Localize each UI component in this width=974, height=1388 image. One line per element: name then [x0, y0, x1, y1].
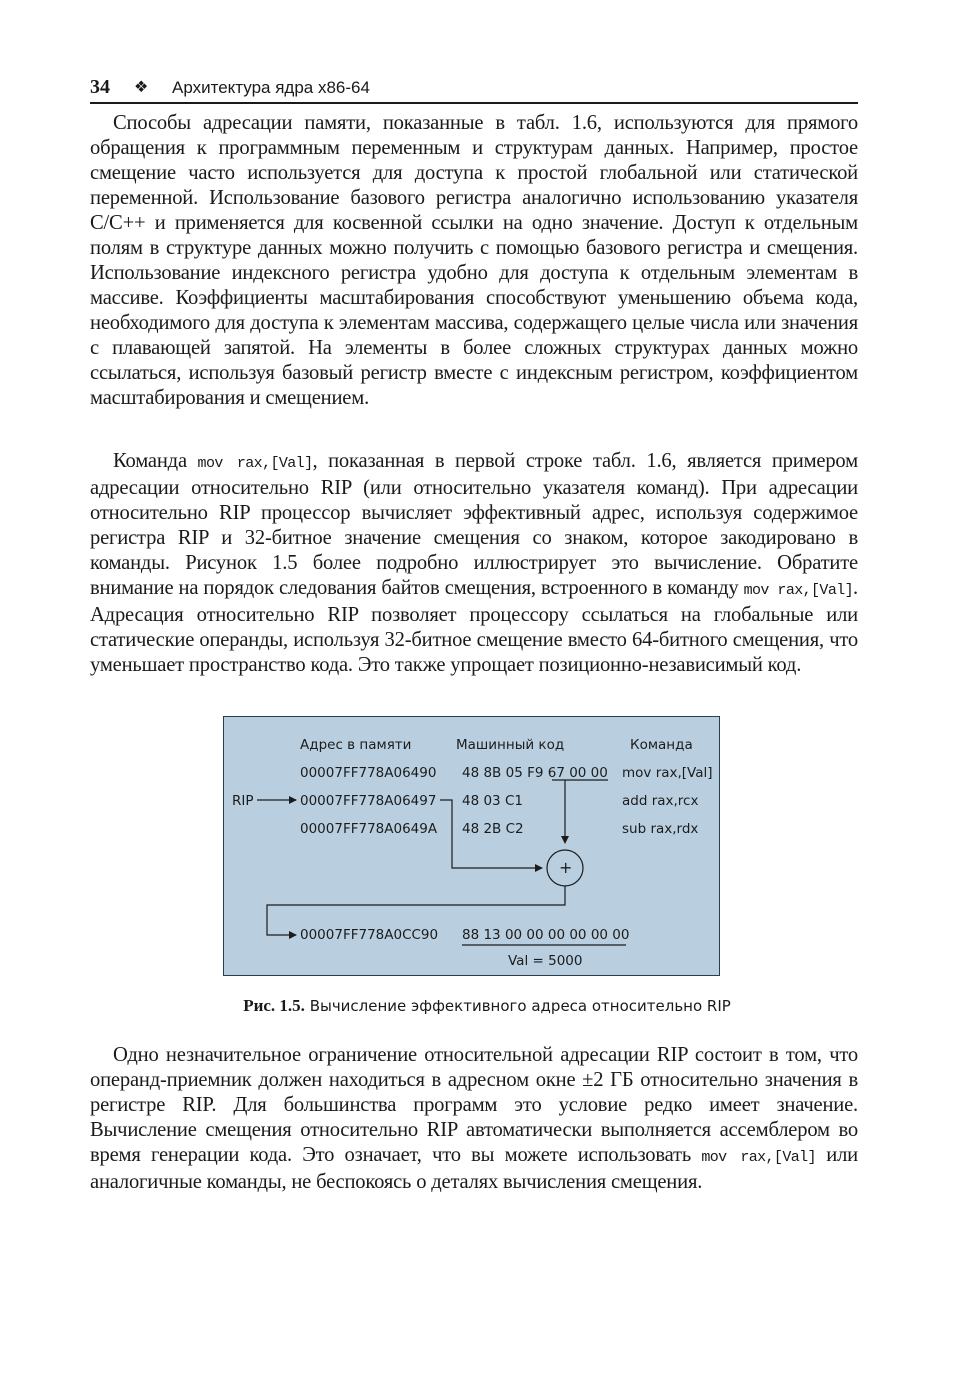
- row-address: 00007FF778A06490: [300, 765, 437, 781]
- column-header-instruction: Команда: [630, 737, 693, 753]
- row-instruction: mov rax,[Val]: [622, 765, 713, 781]
- result-address: 00007FF778A0CC90: [300, 927, 439, 943]
- column-header-address: Адрес в памяти: [300, 737, 412, 753]
- inline-code: mov rax,[Val]: [743, 582, 854, 599]
- row-instruction: sub rax,rdx: [622, 821, 699, 837]
- caption-label: Рис. 1.5.: [243, 996, 305, 1015]
- page-number: 34: [90, 76, 110, 98]
- inline-code: mov rax,[Val]: [197, 455, 313, 472]
- ornament-icon: ❖: [134, 79, 149, 96]
- row-instruction: add rax,rcx: [622, 793, 699, 809]
- paragraph-1: Способы адресации памяти, показанные в табл. 1.6, используются для прямого обращения к программным переменным и структурам данных. Например, простое смещение часто используется для доступа к простой глобальной или статической переменной. Использование базового регистра аналогично использованию указателя C/C++ и применяется для косвенной ссылки на одно значение. Доступ к отдельным полям в структуре данных можно получить с помощью базового регистра и смещения. Использование индексного регистра удобно для доступа к отдельным элементам в массиве. Коэффициенты масштабирования способствуют уменьшению объема кода, необходимого для доступа к элементам массива, содержащего целые числа или значения с плавающей запятой. На элементы в более сложных структурах данных можно ссылаться, используя базовый регистр вместе с индексным регистром, коэффициентом масштабирования и смещением.: [90, 112, 858, 409]
- paragraph-2-text-a: Команда: [113, 450, 198, 472]
- paragraph-3-text-a: Одно незначительное ограничение относительной адресации RIP состоит в том, что операнд-приемник должен находиться в адресном окне ±2 ГБ относительно значения в регистре RIP. Для большинства программ это условие редко имеет значение. Вычисление смещения относительно RIP автоматически выполняется ассемблером во время генерации кода. Это означает, что вы можете использовать: [90, 1044, 858, 1166]
- paragraph-3-text-b: или аналогичные команды, не беспокоясь о деталях вычисления смещения.: [90, 1144, 858, 1193]
- running-title: Архитектура ядра x86-64: [172, 78, 370, 97]
- paragraph-2-text-b: , показанная в первой строке табл. 1.6, является примером адресации относительно RIP (или относительно указателя команд). При адресации относительно RIP процессор вычисляет эффективный адрес, используя содержимое регистра RIP и 32-битное значение смещения со знаком, которое закодировано в команды. Рисунок 1.5 более подробно иллюстрирует это вычисление. Обратите внимание на порядок следования байтов смещения, встроенного в команду: [90, 450, 858, 599]
- figure-caption: [0, 996, 974, 1016]
- row-address: 00007FF778A06497: [300, 793, 437, 809]
- result-bytes: 88 13 00 00 00 00 00 00: [462, 927, 630, 943]
- running-header: [90, 76, 858, 104]
- row-address: 00007FF778A0649A: [300, 821, 438, 837]
- paragraph-2: [90, 449, 858, 678]
- result-value: Val = 5000: [508, 953, 583, 969]
- figure-rip-relative-addressing: [223, 716, 720, 976]
- row-machine-code: 48 03 C1: [462, 793, 523, 809]
- caption-text: Вычисление эффективного адреса относительно RIP: [304, 997, 731, 1015]
- inline-code: mov rax,[Val]: [701, 1149, 816, 1166]
- rip-label: RIP: [232, 793, 254, 809]
- row-machine-code: 48 8B 05 F9 67 00 00: [462, 765, 608, 781]
- paragraph-2-text-c: . Адресация относительно RIP позволяет процессору ссылаться на глобальные или статические операнды, используя 32-битное смещение вместо 64-битного смещения, что уменьшает пространство кода. Это также упрощает позиционно-независимый код.: [90, 577, 858, 676]
- paragraph-3: [90, 1043, 858, 1195]
- adder-plus-icon: +: [559, 858, 573, 877]
- column-header-machine-code: Машинный код: [456, 737, 565, 753]
- row-machine-code: 48 2B C2: [462, 821, 524, 837]
